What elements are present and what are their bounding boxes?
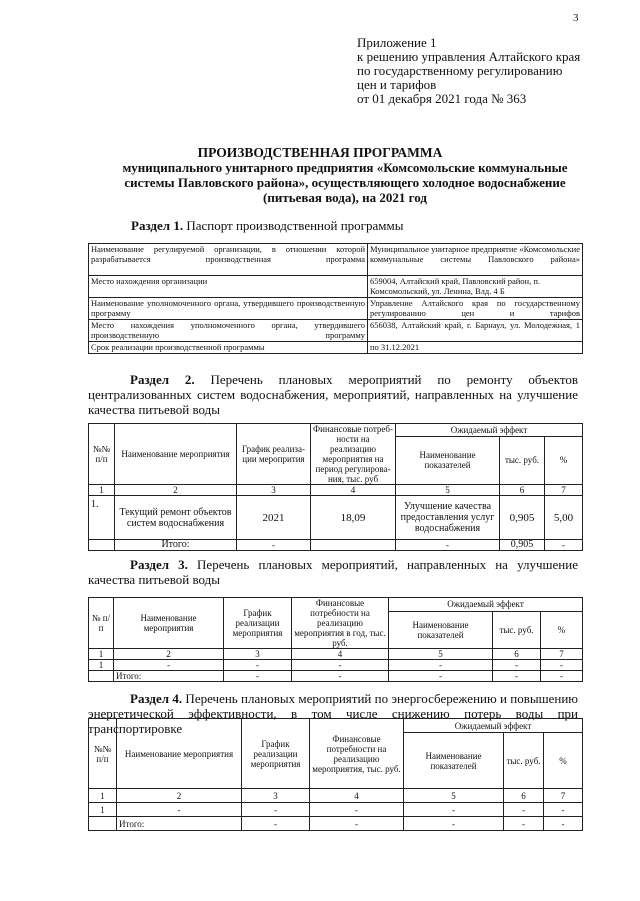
col-percent-header: % [545,436,583,484]
row-thousand: - [493,660,541,671]
col-indicator-header: Наименование показателей [396,436,500,484]
row-percent: 5,00 [545,496,583,540]
section3-label: Раздел 3. [130,557,188,572]
total-schedule: - [224,671,292,682]
row-name: Текущий ремонт объектов систем водоснабжения [115,496,237,540]
page-number: 3 [573,12,579,24]
appendix-line-2: к решению управления Алтайского края [357,49,581,64]
col-percent-header: % [541,611,583,648]
col-thousand-header: тыс. руб. [493,611,541,648]
total-schedule: - [237,540,311,551]
row-indicator: - [389,660,493,671]
passport-table [88,243,583,354]
col-indicator-header: Наименование показателей [404,733,504,789]
total-percent: - [545,540,583,551]
row-thousand: 0,905 [500,496,545,540]
index-cell: 5 [404,789,504,803]
row-indicator: - [404,803,504,817]
section2-table [88,423,583,551]
row-indicator: Улучшение качества предоставления услуг водоснабжения [396,496,500,540]
total-finance [311,540,396,551]
table-row [89,298,583,320]
table-index-row [89,649,583,660]
table-row [89,803,583,817]
total-empty-cell [89,817,117,831]
total-finance: - [310,817,404,831]
index-cell: 3 [224,649,292,660]
index-cell: 7 [545,485,583,496]
row-num: 1 [89,660,114,671]
row-finance: - [292,660,389,671]
col-thousand-header: тыс. руб. [500,436,545,484]
col-num-header: №№ п/п [89,424,115,485]
index-cell: 3 [237,485,311,496]
row-num: 1 [89,803,117,817]
row-schedule: - [224,660,292,671]
table-total-row [89,671,583,682]
total-percent: - [544,817,583,831]
total-thousand: 0,905 [500,540,545,551]
passport-key: Наименование уполномоченного органа, утвердившего производственную программу [89,298,368,320]
appendix-header [357,36,627,106]
row-schedule: - [242,803,310,817]
total-percent: - [541,671,583,682]
col-percent-header: % [544,733,583,789]
col-num-header: № п/п [89,598,114,649]
total-empty-cell [89,540,115,551]
row-num: 1. [89,496,115,540]
table-row [89,342,583,354]
total-indicator: - [396,540,500,551]
appendix-line-1: Приложение 1 [357,35,437,50]
col-name-header: Наименование мероприятия [117,719,242,789]
col-effect-header: Ожидаемый эффект [396,424,583,437]
total-schedule: - [242,817,310,831]
index-cell: 6 [493,649,541,660]
index-cell: 1 [89,789,117,803]
passport-value: по 31.12.2021 [368,342,583,354]
section1-label: Раздел 1. [131,218,184,233]
col-schedule-header: График реализации мероприятия [242,719,310,789]
col-finance-header: Финансовые потребности на реализацию мероприятия в год, тыс. руб. [292,598,389,649]
col-num-header: №№ п/п [89,719,117,789]
index-cell: 1 [89,649,114,660]
section4-table [88,718,583,831]
section2-text: Перечень плановых мероприятий по ремонту объектов централизованных систем водоснабжения, мероприятий, направленных на улучшение качества питьевой воды [88,372,578,417]
table-total-row [89,540,583,551]
col-finance-header: Финансовые потребности на реализацию мероприятия, тыс. руб. [310,719,404,789]
table-header-row [89,719,583,733]
index-cell: 2 [114,649,224,660]
passport-key: Срок реализации производственной программы [89,342,368,354]
col-schedule-header: График реализа-ции меропрития [237,424,311,485]
col-name-header: Наименование мероприятия [114,598,224,649]
passport-value: 656038, Алтайский край, г. Барнаул, ул. Молодежная, 1 [368,320,583,342]
total-label: Итого: [117,817,242,831]
table-row [89,660,583,671]
row-finance: 18,09 [311,496,396,540]
section1-heading [131,218,403,233]
table-row [89,320,583,342]
passport-key: Наименование регулируемой организации, в отношении которой разрабатывается производственная программа [89,244,368,276]
total-label: Итого: [114,671,224,682]
index-cell: 2 [115,485,237,496]
total-indicator: - [389,671,493,682]
col-schedule-header: График реализации мероприятия [224,598,292,649]
table-row [89,496,583,540]
table-index-row [89,485,583,496]
row-percent: - [544,803,583,817]
passport-value: Управление Алтайского края по государственному регулированию цен и тарифов [368,298,583,320]
table-header-row [89,598,583,612]
index-cell: 4 [310,789,404,803]
total-indicator: - [404,817,504,831]
index-cell: 6 [504,789,544,803]
section2-label: Раздел 2. [130,372,195,387]
index-cell: 7 [541,649,583,660]
table-header-row [89,424,583,437]
document-title: ПРОИЗВОДСТВЕННАЯ ПРОГРАММА [197,145,443,160]
col-effect-header: Ожидаемый эффект [389,598,583,612]
passport-key: Место нахождения уполномоченного органа, утвердившего производственную программу [89,320,368,342]
total-thousand: - [504,817,544,831]
table-total-row [89,817,583,831]
index-cell: 3 [242,789,310,803]
row-finance: - [310,803,404,817]
col-indicator-header: Наименование показателей [389,611,493,648]
col-name-header: Наименование мероприятия [115,424,237,485]
appendix-line-5: от 01 декабря 2021 года № 363 [357,91,527,106]
passport-value: 659004, Алтайский край, Павловский район, п. Комсомольский, ул. Ленина, Влд. 4 Б [368,276,583,298]
section3-text: Перечень плановых мероприятий, направленных на улучшение качества питьевой воды [88,557,578,587]
appendix-line-3: по государственному регулированию [357,63,563,78]
row-name: - [117,803,242,817]
index-cell: 4 [311,485,396,496]
col-effect-header: Ожидаемый эффект [404,719,583,733]
section2-heading [88,372,578,417]
total-label: Итого: [115,540,237,551]
row-schedule: 2021 [237,496,311,540]
table-row [89,244,583,276]
total-finance: - [292,671,389,682]
col-finance-header: Финансовые потреб-ности на реализацию мероприятия на период регулирова-ния, тыс. руб [311,424,396,485]
table-index-row [89,789,583,803]
index-cell: 5 [396,485,500,496]
appendix-line-4: цен и тарифов [357,77,437,92]
document-subtitle: муниципального унитарного предприятия «Комсомольские коммунальные системы Павловского района», осуществляющего холодное водоснабжение (питьевая вода), на 2021 год [122,160,568,205]
section4-label: Раздел 4. [130,691,183,706]
index-cell: 7 [544,789,583,803]
passport-value: Муниципальное унитарное предприятие «Комсомольские коммунальные системы Павловского района» [368,244,583,276]
section4-text: Перечень плановых мероприятий по энергосбережению и повышению энергетической эффективности, в том числе снижению потерь воды при транспортировке [88,691,578,736]
row-percent: - [541,660,583,671]
section3-heading [88,557,578,587]
row-thousand: - [504,803,544,817]
table-row [89,276,583,298]
index-cell: 5 [389,649,493,660]
row-name: - [114,660,224,671]
total-thousand: - [493,671,541,682]
total-empty-cell [89,671,114,682]
index-cell: 4 [292,649,389,660]
index-cell: 2 [117,789,242,803]
col-thousand-header: тыс. руб. [504,733,544,789]
section3-table [88,597,583,682]
index-cell: 6 [500,485,545,496]
section1-text: Паспорт производственной программы [183,218,404,233]
index-cell: 1 [89,485,115,496]
passport-key: Место нахождения организации [89,276,368,298]
